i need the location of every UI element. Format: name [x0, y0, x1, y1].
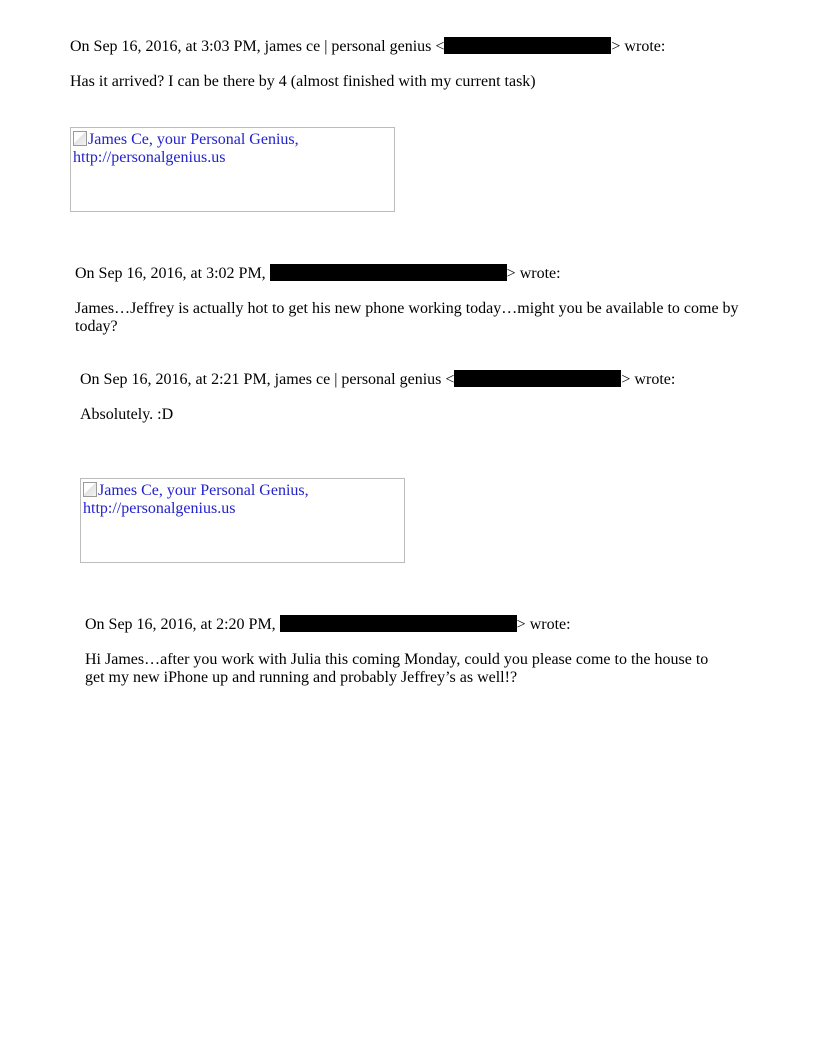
broken-image-icon [83, 482, 97, 497]
signature-alt-line-2: http://personalgenius.us [83, 500, 236, 517]
message-4-header-prefix: On Sep 16, 2016, at 2:20 PM, [85, 616, 276, 633]
message-3-header-suffix: > wrote: [621, 371, 676, 388]
message-2-header [75, 264, 561, 283]
message-1-header-suffix: > wrote: [611, 38, 666, 55]
signature-image-alt-text[interactable] [83, 482, 309, 518]
message-3-header [80, 370, 675, 389]
redaction-bar [270, 264, 507, 281]
signature-alt-line-1: James Ce, your Personal Genius, [88, 131, 299, 148]
redaction-bar [454, 370, 621, 387]
message-1-header-prefix: On Sep 16, 2016, at 3:03 PM, james ce | personal genius < [70, 38, 445, 55]
message-2-body-line-1: James…Jeffrey is actually hot to get his new phone working today…might you be available to come by [75, 300, 739, 317]
message-3-body: Absolutely. :D [80, 406, 174, 423]
redaction-bar [444, 37, 611, 54]
signature-alt-line-1: James Ce, your Personal Genius, [98, 482, 309, 499]
message-1-header [70, 37, 665, 56]
signature-image-alt-text[interactable] [73, 131, 299, 167]
redaction-bar [280, 615, 517, 632]
signature-alt-line-2: http://personalgenius.us [73, 149, 226, 166]
message-2-header-suffix: > wrote: [506, 265, 561, 282]
message-4-header-suffix: > wrote: [516, 616, 571, 633]
message-1-signature-image[interactable] [70, 127, 395, 212]
message-4-body-line-2: get my new iPhone up and running and probably Jeffrey’s as well!? [85, 669, 518, 686]
message-4-header [85, 615, 571, 634]
message-3-header-prefix: On Sep 16, 2016, at 2:21 PM, james ce | personal genius < [80, 371, 455, 388]
broken-image-icon [73, 131, 87, 146]
message-2-header-prefix: On Sep 16, 2016, at 3:02 PM, [75, 265, 266, 282]
message-4-body-line-1: Hi James…after you work with Julia this coming Monday, could you please come to the house to [85, 651, 709, 668]
message-3-signature-image[interactable] [80, 478, 405, 563]
message-2-body-line-2: today? [75, 318, 118, 335]
message-1-body: Has it arrived? I can be there by 4 (almost finished with my current task) [70, 73, 536, 90]
